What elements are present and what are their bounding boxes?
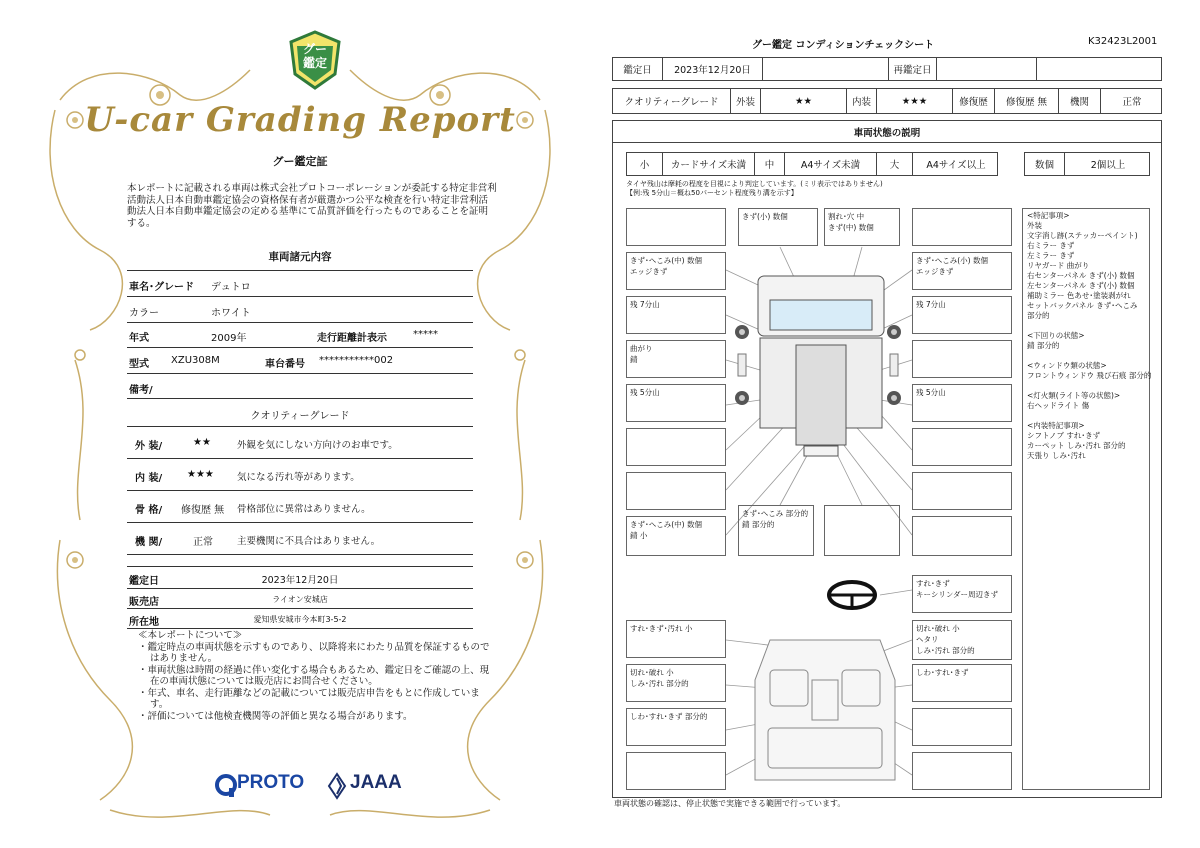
size-large-desc: A4サイズ以上 xyxy=(926,160,986,171)
box-top-mid-2 xyxy=(824,208,900,246)
size-mid: 中 xyxy=(755,153,785,175)
spec-heading: 車両諸元内容 xyxy=(268,251,332,263)
box-interior-right-3 xyxy=(912,708,1012,746)
name-label: 車名･グレード xyxy=(129,282,194,293)
grade-value: ★★ xyxy=(193,437,211,448)
grade-value: ★★★ xyxy=(187,469,214,480)
note-line: 右ミラー きず xyxy=(1027,241,1075,250)
model-value: XZU308M xyxy=(171,355,220,366)
grade-label: 内 装/ xyxy=(135,473,163,484)
box-text: きず･へこみ(中) 数個 xyxy=(630,520,702,529)
repair-value: 修復歴 無 xyxy=(995,89,1059,113)
certificate-title: グー鑑定証 xyxy=(272,155,328,168)
sheet-footer: 車両状態の確認は、停止状態で実施できる範囲で行っています。 xyxy=(614,799,846,808)
box-text: 残 7分山 xyxy=(630,300,660,309)
box-text: きず･へこみ(小) 数個 xyxy=(916,256,988,265)
box-front-right xyxy=(912,208,1012,246)
box-right-3 xyxy=(912,296,1012,334)
grade-value: 正常 xyxy=(193,537,213,548)
box-text: しみ･汚れ 部分的 xyxy=(630,679,689,688)
note-item: ・年式、車名、走行距離などの記載については販売店申告をもとに作成しています。 xyxy=(138,687,480,710)
box-interior-right-1 xyxy=(912,620,1012,660)
color-value: ホワイト xyxy=(211,308,251,319)
box-left-2 xyxy=(626,252,726,290)
badge-text: グー 鑑定 xyxy=(302,42,327,70)
box-top-mid-1 xyxy=(738,208,818,246)
box-text: 錆 小 xyxy=(630,531,648,540)
engine-label: 機関 xyxy=(1059,89,1101,113)
note-line: 天張り しみ･汚れ xyxy=(1027,451,1086,460)
box-text: 残 7分山 xyxy=(916,300,946,309)
grade-label: 外 装/ xyxy=(135,441,163,452)
year-label: 年式 xyxy=(129,333,149,344)
report-script-title: U-car Grading Report xyxy=(84,100,516,140)
note-line: シフトノブ すれ･きず xyxy=(1027,431,1101,440)
box-left-4 xyxy=(626,340,726,378)
box-text: 割れ･穴 中 xyxy=(828,212,865,221)
size-small: 小 xyxy=(627,153,663,175)
note-spacer xyxy=(1027,381,1145,391)
note-spacer xyxy=(1027,321,1145,331)
box-text: ヘタリ xyxy=(916,635,939,644)
notes-title: ≪本レポートについて≫ xyxy=(138,630,243,641)
count-desc: 2個以上 xyxy=(1090,160,1126,171)
box-mid-8b xyxy=(824,505,900,556)
box-front-left xyxy=(626,208,726,246)
size-mid-desc: A4サイズ未満 xyxy=(785,153,877,175)
sheet-id: K32423L2001 xyxy=(1088,36,1158,47)
box-interior-left-2 xyxy=(626,664,726,702)
box-right-4 xyxy=(912,340,1012,378)
note-line: 左ミラー きず xyxy=(1027,251,1075,260)
date-value: 2023年12月20日 xyxy=(261,575,339,586)
size-small-desc: カードサイズ未満 xyxy=(663,153,755,175)
special-notes xyxy=(1022,208,1150,790)
box-right-6 xyxy=(912,428,1012,466)
note-line: 部分的 xyxy=(1027,311,1050,320)
chassis-label: 車台番号 xyxy=(265,359,305,370)
count-label: 数個 xyxy=(1025,153,1065,175)
box-text: 錆 部分的 xyxy=(742,520,775,529)
ext-value: ★★ xyxy=(761,89,847,113)
date-label: 鑑定日 xyxy=(129,576,159,587)
steering-wheel-icon xyxy=(829,582,875,608)
box-right-5 xyxy=(912,384,1012,422)
mileage-label: 走行距離計表示 xyxy=(317,333,387,344)
note-line: カーペット しみ･汚れ 部分的 xyxy=(1027,441,1126,450)
size-large: 大 xyxy=(877,153,913,175)
jaaa-logo-text: JAAA xyxy=(350,772,402,793)
int-value: ★★★ xyxy=(877,89,953,113)
box-left-6 xyxy=(626,428,726,466)
box-text: エッジきず xyxy=(916,267,954,276)
note-line: フロントウィンドウ 飛び石痕 部分的 xyxy=(1027,371,1152,380)
note-line: <灯火類(ライト等の状態)> xyxy=(1027,391,1121,400)
remarks-label: 備考/ xyxy=(129,385,153,396)
tire-note-2: 【例:残 5分山＝概ね50パーセント程度残り溝を示す】 xyxy=(626,189,798,197)
box-text: キーシリンダー周辺きず xyxy=(916,590,999,599)
box-text: 切れ･破れ 小 xyxy=(630,668,674,677)
box-text: 曲がり xyxy=(630,344,653,353)
box-left-7 xyxy=(626,472,726,510)
note-line: <ウィンドウ類の状態> xyxy=(1027,361,1107,370)
sheet-title: グー鑑定 コンディションチェックシート xyxy=(752,40,935,51)
date-label: 鑑定日 xyxy=(613,58,663,80)
box-text: エッジきず xyxy=(630,267,668,276)
box-text: きず(中) 数個 xyxy=(828,223,874,232)
box-left-3 xyxy=(626,296,726,334)
note-line: 文字消し跡(ステッカーペイント) xyxy=(1027,231,1138,240)
box-text: 残 5分山 xyxy=(630,388,660,397)
note-item: ・車両状態は時間の経過に伴い変化する場合もあるため、鑑定日をご確認の上、現在の車両状態については販売店にお問合せください。 xyxy=(138,664,490,687)
date-value: 2023年12月20日 xyxy=(663,58,763,80)
proto-logo-text: PROTO xyxy=(237,772,305,793)
grade-desc: 主要機関に不具合はありません。 xyxy=(237,536,381,547)
note-line: セットバックパネル きず･へこみ xyxy=(1027,301,1138,310)
box-left-5 xyxy=(626,384,726,422)
chassis-value: ***********002 xyxy=(319,355,394,366)
note-line: 右ヘッドライト 傷 xyxy=(1027,401,1090,410)
grade-label: 骨 格/ xyxy=(135,505,163,516)
box-text: きず･へこみ(中) 数個 xyxy=(630,256,702,265)
box-interior-right-2 xyxy=(912,664,1012,702)
engine-value: 正常 xyxy=(1122,97,1142,108)
note-spacer xyxy=(1027,411,1145,421)
box-text: しみ･汚れ 部分的 xyxy=(916,646,975,655)
grade-heading: クオリティーグレード xyxy=(250,411,350,422)
note-line: 補助ミラー 色あせ･塗装剥がれ xyxy=(1027,291,1131,300)
address-label: 所在地 xyxy=(129,617,159,628)
box-right-2 xyxy=(912,252,1012,290)
note-line: 外装 xyxy=(1027,221,1042,230)
note-line: <内装特記事項> xyxy=(1027,421,1085,430)
box-text: 切れ･破れ 小 xyxy=(916,624,960,633)
color-label: カラー xyxy=(129,308,159,319)
note-line: 右センターパネル きず(小) 数個 xyxy=(1027,271,1135,280)
int-label: 内装 xyxy=(847,89,877,113)
tire-note-1: タイヤ残山は摩耗の程度を目視により判定しています。(ミリ表示ではありません) xyxy=(626,180,883,188)
certificate-statement: 本レポートに記載される車両は株式会社プロトコーポレーションが委託する特定非営利活動法人日本自動車鑑定協会の資格保有者が厳選かつ公平な検査を行い特定非営利活動法人日本自動車鑑定協会の定める基準にて品質評価を行ったものであることを証明する。 xyxy=(127,183,497,229)
model-label: 型式 xyxy=(129,359,149,370)
box-text: すれ･きず xyxy=(916,579,950,588)
ext-label: 外装 xyxy=(731,89,761,113)
note-line: リヤガード 曲がり xyxy=(1027,261,1090,270)
state-heading: 車両状態の説明 xyxy=(613,121,1161,143)
box-text: きず･へこみ 部分的 xyxy=(742,509,809,518)
grade-desc: 気になる汚れ等があります。 xyxy=(237,472,360,483)
grade-desc: 外観を気にしない方向けのお車です。 xyxy=(237,440,398,451)
grade-label: クオリティーグレード xyxy=(613,89,731,113)
note-line: 錆 部分的 xyxy=(1027,341,1060,350)
shop-label: 販売店 xyxy=(129,597,159,608)
note-line: 左センターパネル きず(小) 数個 xyxy=(1027,281,1135,290)
box-text: しわ･すれ･きず xyxy=(916,668,969,677)
note-line: <特記事項> xyxy=(1027,211,1070,220)
box-text: しわ･すれ･きず 部分的 xyxy=(630,712,708,721)
box-steering xyxy=(912,575,1012,613)
mileage-value: ***** xyxy=(413,329,438,340)
box-left-8 xyxy=(626,516,726,556)
note-item: ・鑑定時点の車両状態を示すものであり、以降将来にわたり品質を保証するものではありません。 xyxy=(138,641,490,664)
box-interior-left-1 xyxy=(626,620,726,658)
grade-desc: 骨格部位に異常はありません。 xyxy=(237,504,371,515)
box-interior-right-4 xyxy=(912,752,1012,790)
repair-label: 修復歴 xyxy=(953,89,995,113)
reinspect-label: 再鑑定日 xyxy=(889,58,937,80)
grade-value: 修復歴 無 xyxy=(181,505,225,516)
box-text: 錆 xyxy=(630,355,638,364)
box-interior-left-4 xyxy=(626,752,726,790)
name-value: デュトロ xyxy=(211,282,251,293)
box-interior-left-3 xyxy=(626,708,726,746)
year-value: 2009年 xyxy=(211,333,247,344)
box-text: 残 5分山 xyxy=(916,388,946,397)
grade-label: 機 関/ xyxy=(135,537,163,548)
box-right-8 xyxy=(912,516,1012,556)
note-spacer xyxy=(1027,351,1145,361)
address-value: 愛知県安城市今本町3-5-2 xyxy=(253,615,347,624)
note-line: <下回りの状態> xyxy=(1027,331,1085,340)
shop-value: ライオン安城店 xyxy=(272,595,328,604)
box-text: すれ･きず･汚れ 小 xyxy=(630,624,693,633)
box-mid-8 xyxy=(738,505,814,556)
note-item: ・評価については他検査機関等の評価と異なる場合があります。 xyxy=(138,710,413,722)
box-right-7 xyxy=(912,472,1012,510)
box-text: きず(小) 数個 xyxy=(742,212,788,221)
